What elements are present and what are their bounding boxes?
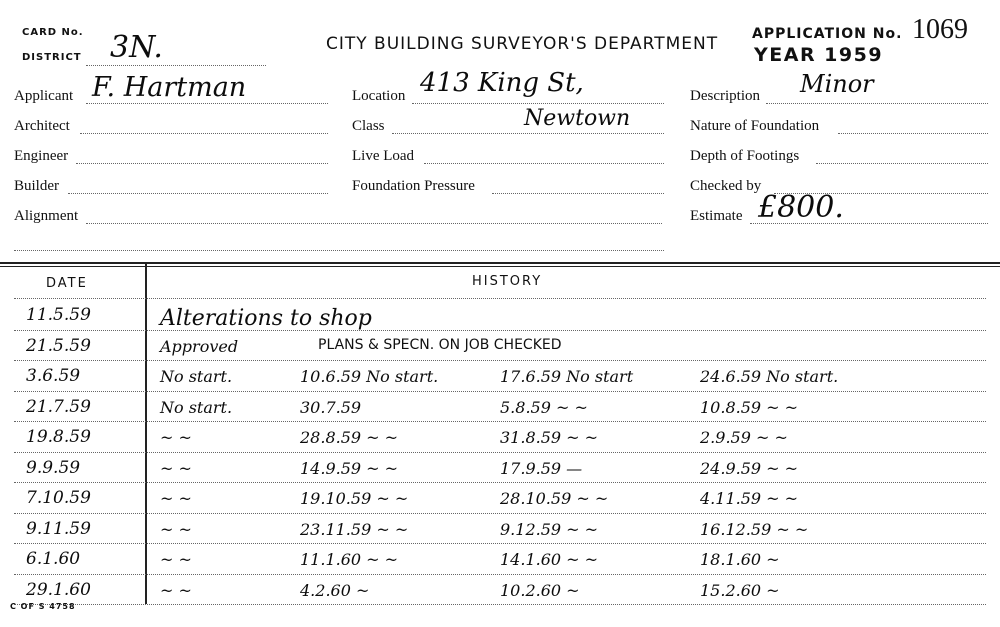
history-entry: 24.9.59 ~ ~ — [700, 458, 799, 478]
history-row-line — [14, 543, 986, 544]
location-value: 413 King St, — [420, 68, 584, 98]
history-entry: ~ ~ — [160, 458, 192, 478]
alignment-label: Alignment — [14, 208, 79, 224]
class-dotted-line — [392, 133, 664, 134]
history-date: 21.7.59 — [26, 396, 91, 417]
alignment-dotted-line — [86, 223, 662, 224]
applicant-label: Applicant — [14, 88, 74, 104]
application-no-label: APPLICATION No. — [752, 26, 903, 42]
nature-of-foundation-dotted-line — [838, 133, 988, 134]
foundation-pressure-label: Foundation Pressure — [352, 178, 475, 194]
history-top-rule — [0, 262, 1000, 264]
history-date: 9.9.59 — [26, 457, 81, 478]
history-entry: 2.9.59 ~ ~ — [700, 428, 788, 447]
history-entry: 18.1.60 ~ — [700, 550, 780, 569]
history-entry: 5.8.59 ~ ~ — [500, 397, 588, 417]
description-label: Description — [690, 88, 760, 104]
history-entry: PLANS & SPECN. ON JOB CHECKED — [318, 336, 562, 353]
history-entry: 19.10.59 ~ ~ — [300, 489, 409, 508]
history-entry: 4.11.59 ~ ~ — [700, 489, 799, 508]
history-entry: 10.6.59 No start. — [300, 367, 439, 386]
date-column-header: DATE — [46, 276, 88, 291]
engineer-label: Engineer — [14, 148, 69, 164]
history-entry: ~ ~ — [160, 489, 192, 508]
description-dotted-line — [766, 103, 988, 104]
history-entry: 28.8.59 ~ ~ — [300, 428, 399, 447]
district-label: DISTRICT — [22, 52, 82, 63]
card-no-label: CARD No. — [22, 27, 84, 38]
history-entry: ~ ~ — [160, 519, 192, 539]
history-row-line — [14, 330, 986, 331]
application-no-value: 1069 — [912, 14, 968, 45]
form-code: C OF S 4758 — [10, 602, 76, 611]
history-date: 19.8.59 — [26, 427, 91, 447]
location-label: Location — [352, 88, 406, 104]
history-entry: 17.6.59 No start — [500, 367, 634, 386]
history-row-line — [14, 574, 986, 575]
nature-of-foundation-label: Nature of Foundation — [690, 118, 820, 134]
history-date: 9.11.59 — [26, 518, 91, 539]
history-date: 21.5.59 — [26, 335, 91, 356]
history-entry: 28.10.59 ~ ~ — [500, 489, 609, 508]
foundation-pressure-dotted-line — [492, 193, 664, 194]
class-label: Class — [352, 118, 385, 134]
history-row-line — [14, 452, 986, 453]
estimate-value: £800. — [758, 190, 844, 225]
history-entry: 10.2.60 ~ — [500, 580, 580, 600]
history-row-line — [14, 513, 986, 514]
date-column-divider — [145, 264, 147, 604]
history-entry: No start. — [160, 367, 233, 386]
history-entry: 23.11.59 ~ ~ — [300, 519, 409, 539]
history-column-header: HISTORY — [472, 274, 543, 289]
builder-dotted-line — [68, 193, 328, 194]
history-row-line — [14, 391, 986, 392]
history-date: 3.6.59 — [26, 366, 81, 386]
history-entry: 14.1.60 ~ ~ — [500, 550, 599, 569]
history-entry: 24.6.59 No start. — [700, 367, 839, 386]
district-dotted-line — [86, 65, 266, 66]
location-dotted-line — [412, 103, 664, 104]
history-row-line — [14, 482, 986, 483]
history-date: 6.1.60 — [26, 549, 81, 569]
history-entry: 30.7.59 — [300, 397, 362, 417]
history-top-rule-thin — [0, 266, 1000, 267]
applicant-dotted-line — [86, 103, 328, 104]
history-entry: 14.9.59 ~ ~ — [300, 458, 399, 478]
live-load-label: Live Load — [352, 148, 415, 164]
location-value-line2: Newtown — [524, 106, 631, 131]
history-entry: 11.1.60 ~ ~ — [300, 550, 399, 569]
history-date: 29.1.60 — [26, 579, 91, 600]
engineer-dotted-line — [76, 163, 328, 164]
header-row-line — [14, 298, 986, 299]
history-entry: 4.2.60 ~ — [300, 580, 370, 600]
history-entry: 31.8.59 ~ ~ — [500, 428, 599, 447]
history-row-line — [14, 421, 986, 422]
estimate-label: Estimate — [690, 208, 743, 224]
district-value: 3N. — [110, 30, 163, 65]
builder-label: Builder — [14, 178, 59, 194]
department-title: CITY BUILDING SURVEYOR'S DEPARTMENT — [326, 34, 719, 54]
history-entry: 17.9.59 — — [500, 458, 583, 478]
checked-by-label: Checked by — [690, 178, 762, 194]
history-entry: ~ ~ — [160, 550, 192, 569]
architect-label: Architect — [14, 118, 70, 134]
history-date: 7.10.59 — [26, 488, 91, 508]
history-row-line — [14, 604, 986, 605]
history-entry: No start. — [160, 397, 233, 417]
history-entry: Approved — [160, 336, 239, 356]
description-value: Minor — [800, 70, 874, 98]
history-entry: 9.12.59 ~ ~ — [500, 519, 599, 539]
history-entry: ~ ~ — [160, 580, 192, 600]
history-row-line — [14, 360, 986, 361]
history-entry: Alterations to shop — [160, 306, 372, 331]
history-entry: 15.2.60 ~ — [700, 580, 780, 600]
history-entry: 16.12.59 ~ ~ — [700, 519, 809, 539]
blank-dotted-line — [14, 250, 664, 251]
year-label: YEAR 1959 — [754, 44, 884, 66]
history-entry: 10.8.59 ~ ~ — [700, 397, 799, 417]
history-entry: ~ ~ — [160, 428, 192, 447]
depth-of-footings-label: Depth of Footings — [690, 148, 800, 164]
history-date: 11.5.59 — [26, 305, 91, 325]
architect-dotted-line — [80, 133, 328, 134]
applicant-value: F. Hartman — [92, 72, 247, 103]
depth-of-footings-dotted-line — [816, 163, 988, 164]
live-load-dotted-line — [424, 163, 664, 164]
